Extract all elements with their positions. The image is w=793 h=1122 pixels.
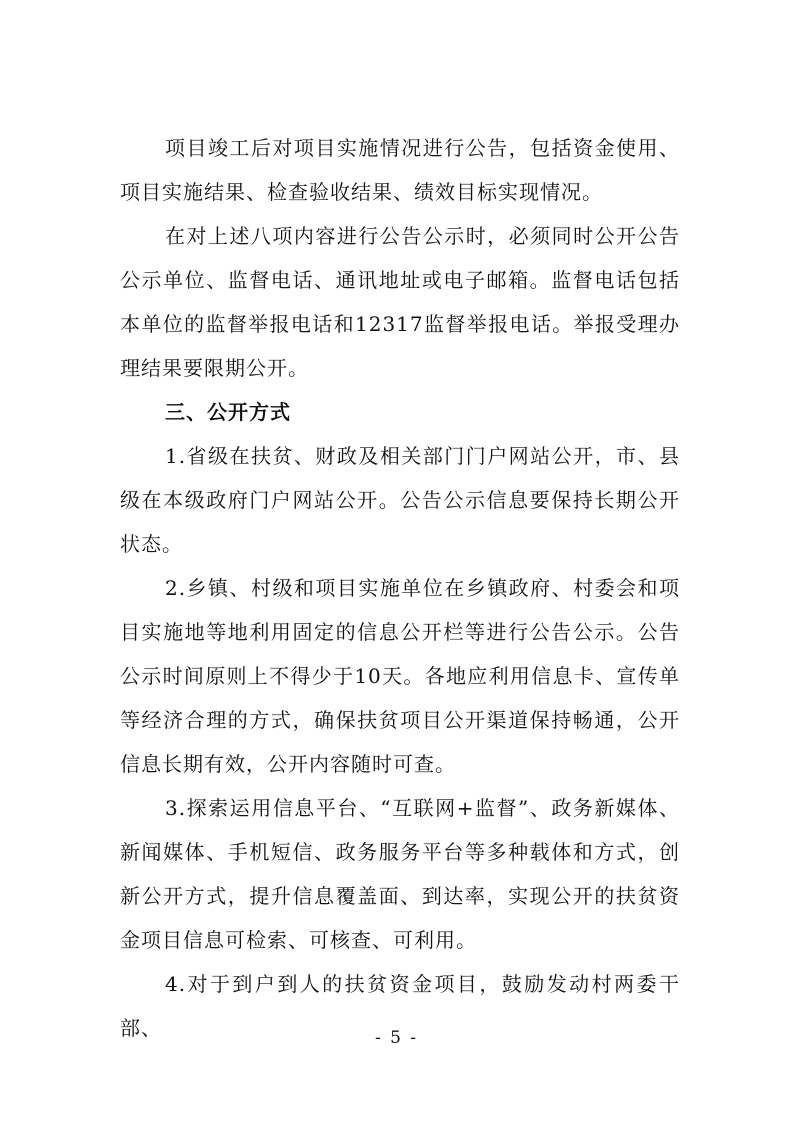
- paragraph-project-completion: 项目竣工后对项目实施情况进行公告，包括资金使用、项目实施结果、检查验收结果、绩效目标实现情况。: [120, 136, 680, 204]
- paragraph-item-3: 3.探索运用信息平台、“互联网+监督”、政务新媒体、新闻媒体、手机短信、政务服务平台等多种载体和方式，创新公开方式，提升信息覆盖面、到达率，实现公开的扶贫资金项目信息可检索、可核查、可利用。: [120, 796, 680, 952]
- document-body: [120, 126, 680, 1050]
- paragraph-item-2: 2.乡镇、村级和项目实施单位在乡镇政府、村委会和项目实施地等地利用固定的信息公开栏等进行公告公示。公告公示时间原则上不得少于10天。各地应利用信息卡、宣传单等经济合理的方式，确保扶贫项目公开渠道保持畅通，公开信息长期有效，公开内容随时可查。: [120, 576, 680, 776]
- paragraph-disclosure-contacts: 在对上述八项内容进行公告公示时，必须同时公开公告公示单位、监督电话、通讯地址或电子邮箱。监督电话包括本单位的监督举报电话和12317监督举报电话。举报受理办理结果要限期公开。: [120, 224, 680, 380]
- paragraph-item-4: 4.对于到户到人的扶贫资金项目，鼓励发动村两委干部、: [120, 972, 680, 1040]
- paragraph-item-1: 1.省级在扶贫、财政及相关部门门户网站公开，市、县级在本级政府门户网站公开。公告公示信息要保持长期公开状态。: [120, 444, 680, 556]
- page-number: - 5 -: [374, 1028, 419, 1048]
- section-heading: 三、公开方式: [165, 400, 291, 424]
